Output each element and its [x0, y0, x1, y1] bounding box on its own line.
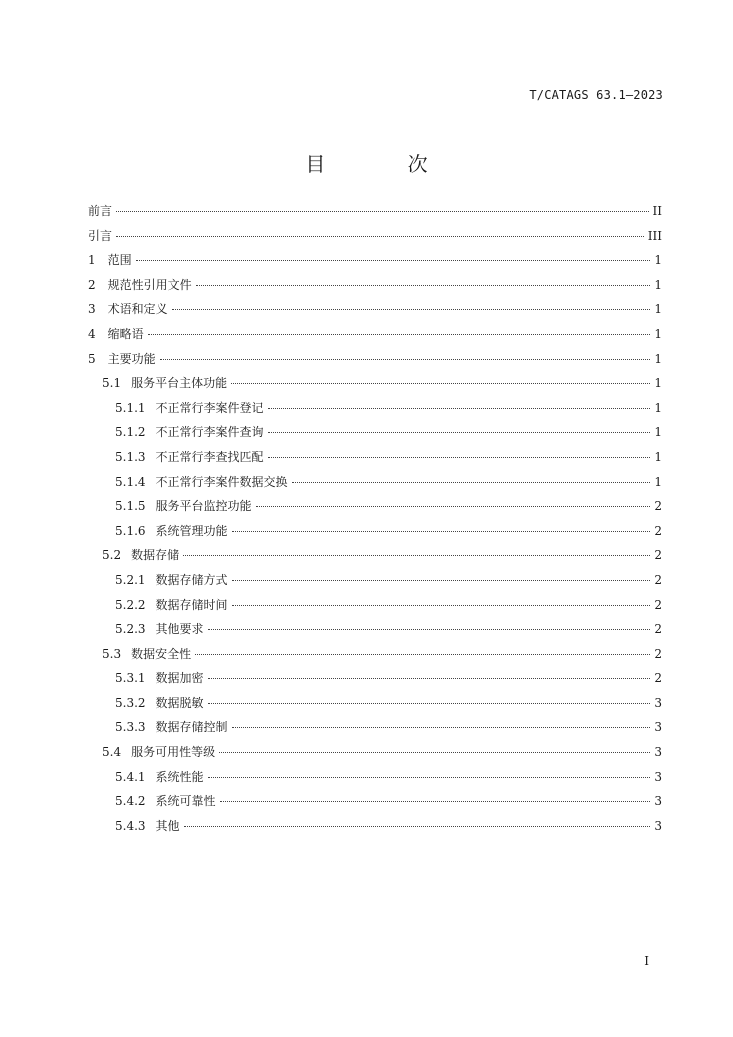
toc-entry-number: 5 — [88, 351, 96, 366]
dot-leader — [184, 826, 651, 827]
toc-entry-label: 其他要求 — [155, 622, 204, 637]
toc-entry-label: 数据存储方式 — [155, 572, 228, 587]
dot-leader — [232, 727, 651, 728]
toc-entry-label: 规范性引用文件 — [107, 277, 192, 292]
toc-entry-number: 5.1.4 — [115, 474, 146, 489]
dot-leader — [268, 432, 651, 433]
toc-entry[interactable] — [88, 227, 662, 252]
toc-entry-number: 5.1.5 — [115, 499, 146, 514]
toc-entry-page: 3 — [654, 818, 662, 833]
toc-entry-page: 1 — [654, 474, 662, 489]
toc-entry-number: 5.4 — [102, 745, 122, 760]
toc-entry-page: 1 — [654, 425, 662, 440]
toc-entry-page: 1 — [654, 302, 662, 317]
toc-entry-page: 1 — [654, 400, 662, 415]
toc-entry-page: 3 — [654, 794, 662, 809]
toc-entry-page: III — [647, 228, 662, 243]
toc-entry-label: 服务可用性等级 — [131, 745, 216, 760]
toc-entry-number: 5.1.1 — [115, 400, 146, 415]
toc-entry[interactable] — [88, 645, 662, 670]
toc-entry-page: 1 — [654, 277, 662, 292]
toc-entry[interactable] — [88, 817, 662, 842]
toc-entry[interactable] — [88, 276, 662, 301]
toc-entry-page: 3 — [654, 769, 662, 784]
toc-entry-page: 1 — [654, 326, 662, 341]
toc-entry-label: 系统可靠性 — [155, 794, 216, 809]
toc-entry-number: 5.3.1 — [115, 671, 146, 686]
toc-entry[interactable] — [88, 473, 662, 498]
toc-entry-label: 数据安全性 — [131, 646, 192, 661]
toc-entry-page: 3 — [654, 720, 662, 735]
toc-entry-label: 其他 — [155, 818, 180, 833]
dot-leader — [208, 629, 651, 630]
toc-entry-page: 1 — [654, 376, 662, 391]
toc-entry-number: 5.4.3 — [115, 818, 146, 833]
toc-entry-label: 不正常行李案件数据交换 — [155, 474, 288, 489]
toc-entry-label: 主要功能 — [107, 351, 156, 366]
toc-entry-label: 数据脱敏 — [155, 695, 204, 710]
toc-entry-label: 不正常行李查找匹配 — [155, 449, 264, 464]
toc-entry[interactable] — [88, 768, 662, 793]
toc-entry-number: 5.2 — [102, 548, 122, 563]
toc-entry-number: 5.3 — [102, 646, 122, 661]
dot-leader — [256, 506, 651, 507]
toc-entry[interactable] — [88, 325, 662, 350]
dot-leader — [195, 654, 650, 655]
table-of-contents — [88, 202, 662, 841]
toc-entry[interactable] — [88, 202, 662, 227]
toc-entry-page: 1 — [654, 253, 662, 268]
dot-leader — [148, 334, 651, 335]
toc-entry[interactable] — [88, 546, 662, 571]
toc-entry[interactable] — [88, 399, 662, 424]
toc-entry-label: 服务平台主体功能 — [131, 376, 228, 391]
page-number: I — [644, 954, 649, 968]
toc-entry-number: 5.1 — [102, 376, 122, 391]
toc-entry-number: 5.4.1 — [115, 769, 146, 784]
toc-entry[interactable] — [88, 497, 662, 522]
toc-entry[interactable] — [88, 596, 662, 621]
dot-leader — [196, 285, 651, 286]
toc-entry-number: 4 — [88, 326, 96, 341]
toc-entry[interactable] — [88, 694, 662, 719]
toc-entry-page: 2 — [654, 499, 662, 514]
toc-entry-label: 数据存储时间 — [155, 597, 228, 612]
dot-leader — [268, 408, 651, 409]
toc-entry-label: 引言 — [88, 228, 113, 243]
dot-leader — [292, 482, 651, 483]
toc-entry-number: 3 — [88, 302, 96, 317]
toc-entry[interactable] — [88, 522, 662, 547]
toc-entry-label: 服务平台监控功能 — [155, 499, 252, 514]
toc-entry-label: 缩略语 — [107, 326, 144, 341]
toc-entry-number: 5.2.3 — [115, 622, 146, 637]
toc-entry-label: 不正常行李案件登记 — [155, 400, 264, 415]
toc-entry-number: 5.1.6 — [115, 523, 146, 538]
toc-entry[interactable] — [88, 300, 662, 325]
toc-entry-number: 5.3.3 — [115, 720, 146, 735]
toc-entry-label: 不正常行李案件查询 — [155, 425, 264, 440]
dot-leader — [160, 359, 651, 360]
toc-entry[interactable] — [88, 251, 662, 276]
toc-entry-page: 3 — [654, 745, 662, 760]
toc-entry-number: 5.3.2 — [115, 695, 146, 710]
dot-leader — [208, 678, 651, 679]
dot-leader — [172, 309, 651, 310]
dot-leader — [116, 211, 649, 212]
toc-entry-number: 1 — [88, 253, 96, 268]
dot-leader — [232, 580, 651, 581]
toc-entry-page: II — [652, 204, 662, 218]
toc-entry-page: 2 — [654, 548, 662, 563]
dot-leader — [183, 555, 650, 556]
toc-entry-label: 数据存储 — [131, 548, 180, 563]
toc-entry-number: 5.2.1 — [115, 572, 146, 587]
dot-leader — [220, 801, 651, 802]
toc-entry[interactable] — [88, 423, 662, 448]
toc-entry-page: 2 — [654, 572, 662, 587]
toc-entry[interactable] — [88, 718, 662, 743]
dot-leader — [208, 703, 651, 704]
toc-entry[interactable] — [88, 669, 662, 694]
dot-leader — [232, 531, 651, 532]
dot-leader — [232, 605, 651, 606]
toc-entry-label: 数据加密 — [155, 671, 204, 686]
dot-leader — [268, 457, 651, 458]
toc-entry-number: 2 — [88, 277, 96, 292]
toc-entry-label: 数据存储控制 — [155, 720, 228, 735]
toc-entry-page: 1 — [654, 351, 662, 366]
toc-entry-page: 2 — [654, 622, 662, 637]
toc-entry-page: 2 — [654, 671, 662, 686]
toc-entry-label: 系统性能 — [155, 769, 204, 784]
toc-entry-label: 前言 — [88, 204, 113, 218]
toc-entry[interactable] — [88, 620, 662, 645]
dot-leader — [219, 752, 650, 753]
toc-entry-page: 2 — [654, 597, 662, 612]
toc-entry[interactable] — [88, 743, 662, 768]
toc-entry[interactable] — [88, 448, 662, 473]
toc-entry-number: 5.1.2 — [115, 425, 146, 440]
toc-entry-number: 5.1.3 — [115, 449, 146, 464]
toc-entry[interactable] — [88, 571, 662, 596]
toc-entry[interactable] — [88, 374, 662, 399]
toc-entry-label: 术语和定义 — [107, 302, 168, 317]
toc-entry-number: 5.2.2 — [115, 597, 146, 612]
toc-entry-page: 2 — [654, 646, 662, 661]
standard-code: T/CATAGS 63.1—2023 — [529, 88, 663, 102]
toc-entry-number: 5.4.2 — [115, 794, 146, 809]
dot-leader — [116, 236, 644, 237]
toc-entry-label: 系统管理功能 — [155, 523, 228, 538]
page-title: 目 次 — [305, 152, 466, 176]
toc-entry-label: 范围 — [107, 253, 132, 268]
toc-entry-page: 3 — [654, 695, 662, 710]
toc-entry-page: 1 — [654, 449, 662, 464]
toc-entry[interactable] — [88, 792, 662, 817]
toc-entry[interactable] — [88, 350, 662, 375]
dot-leader — [231, 383, 650, 384]
dot-leader — [208, 777, 651, 778]
dot-leader — [136, 260, 651, 261]
toc-entry-page: 2 — [654, 523, 662, 538]
